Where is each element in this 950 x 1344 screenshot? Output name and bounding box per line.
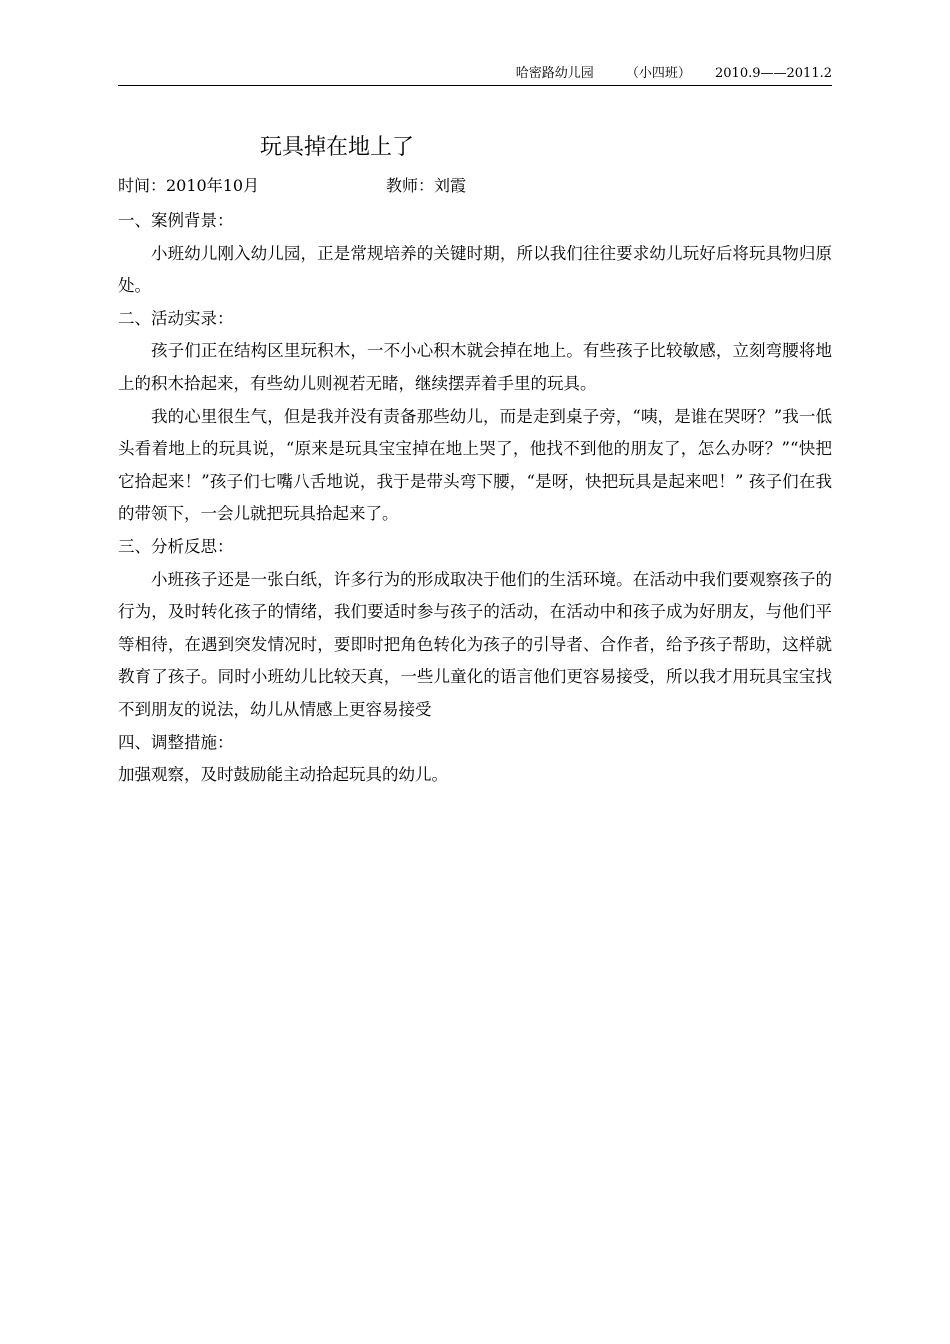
header-divider [118,85,832,86]
header-school: 哈密路幼儿园 [515,66,594,81]
section-paragraph: 加强观察，及时鼓励能主动拾起玩具的幼儿。 [118,765,448,785]
header-period: 2010.9——2011.2 [715,66,832,81]
section-heading-record: 二、活动实录： [118,308,234,328]
document-body [118,205,832,792]
section-paragraph: 小班孩子还是一张白纸，许多行为的形成取决于他们的生活环境。在活动中我们要观察孩子的行为，及时转化孩子的情绪，我们要适时参与孩子的活动，在活动中和孩子成为好朋友，与他们平等相待，在遇到突发情况时，要即时把角色转化为孩子的引导者、合作者，给予孩子帮助，这样就教育了孩子。同时小班幼儿比较天真，一些儿童化的语言他们更容易接受，所以我才用玩具宝宝找不到朋友的说法，幼儿从情感上更容易接受 [118,569,832,719]
header-class: （小四班） [625,66,691,81]
document-meta [118,172,467,200]
page-header [118,64,832,84]
section-paragraph: 孩子们正在结构区里玩积木，一不小心积木就会掉在地上。有些孩子比较敏感，立刻弯腰将地上的积木拾起来，有些幼儿则视若无睹，继续摆弄着手里的玩具。 [118,341,832,393]
section-paragraph: 我的心里很生气，但是我并没有责备那些幼儿，而是走到桌子旁，“咦，是谁在哭呀？”我一低头看着地上的玩具说，“原来是玩具宝宝掉在地上哭了，他找不到他的朋友了，怎么办呀？”“快把它拾起来！”孩子们七嘴八舌地说，我于是带头弯下腰，“是呀，快把玩具是起来吧！” 孩子们在我的带领下，一会儿就把玩具拾起来了。 [118,406,832,524]
document-title: 玩具掉在地上了 [260,135,415,160]
section-paragraph: 小班幼儿刚入幼儿园，正是常规培养的关键时期，所以我们往往要求幼儿玩好后将玩具物归原处。 [118,243,832,296]
section-heading-reflection: 三、分析反思： [118,536,234,556]
meta-teacher: 教师：刘霞 [386,176,467,195]
section-heading-background: 一、案例背景： [118,211,234,230]
section-heading-measures: 四、调整措施： [118,732,234,752]
meta-time: 时间：2010年10月 [118,176,260,195]
